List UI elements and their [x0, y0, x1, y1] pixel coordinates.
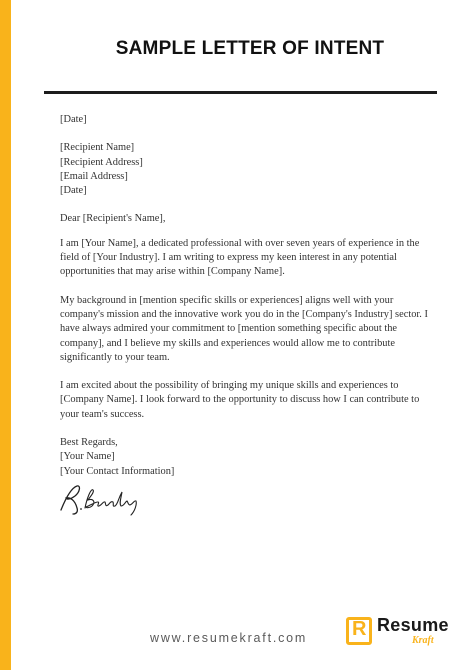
- footer-website: www.resumekraft.com: [150, 631, 308, 645]
- letter-date: [Date]: [60, 114, 87, 125]
- paragraph-closing: I am excited about the possibility of bringing my unique skills and experiences to [Company Name]. I look forward to the opportunity to discuss how I can contribute to your team's success.: [60, 380, 420, 420]
- letter-body: [60, 113, 435, 479]
- recipient-block: [60, 141, 435, 198]
- sender-contact: [Your Contact Information]: [60, 465, 175, 477]
- recipient-address: [Recipient Address]: [60, 156, 143, 168]
- recipient-name: [Recipient Name]: [60, 142, 135, 154]
- accent-side-bar: [0, 0, 11, 670]
- resumekraft-logo: [346, 615, 456, 649]
- logo-subtitle: Kraft: [412, 635, 434, 646]
- handwritten-signature: [55, 478, 155, 518]
- sender-name: [Your Name]: [60, 451, 115, 463]
- closing-block: [60, 436, 435, 479]
- logo-wordmark: Resume: [377, 615, 449, 635]
- recipient-date: [Date]: [60, 185, 87, 197]
- paragraph-intro: I am [Your Name], a dedicated professional with over seven years of experience in the field of [Your Industry]. I am writing to express my keen interest in any potential opportunities that may arise within [Company Name].: [60, 237, 420, 278]
- sign-off: Best Regards,: [60, 437, 118, 449]
- recipient-email: [Email Address]: [60, 170, 128, 182]
- salutation: Dear [Recipient's Name],: [60, 213, 166, 225]
- paragraph-background: My background in [mention specific skills or experiences] aligns well with your company's mission and the innovative work you do in the [Company's Industry] sector. I have always admired your commitment to [mention something specific about the company], and I believe my skills and experiences would allow me to contribute significantly to your team.: [60, 294, 428, 363]
- document-title: SAMPLE LETTER OF INTENT: [115, 38, 385, 59]
- title-divider: [44, 91, 437, 94]
- logo-mark-icon: R: [346, 617, 372, 645]
